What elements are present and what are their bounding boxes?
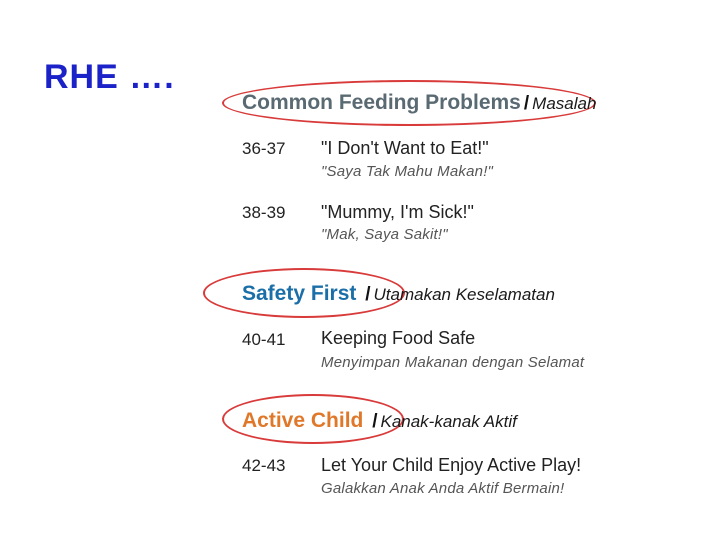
section-heading-feeding: [242, 91, 596, 115]
section-heading-sub: Utamakan Keselamatan: [373, 285, 555, 304]
item-subtitle: Galakkan Anak Anda Aktif Bermain!: [321, 480, 565, 497]
item-subtitle: Menyimpan Makanan dengan Selamat: [321, 354, 585, 371]
item-subtitle: "Mak, Saya Sakit!": [321, 226, 448, 243]
separator: /: [372, 411, 378, 432]
section-heading-active: [242, 409, 517, 433]
section-heading-sub: Kanak-kanak Aktif: [380, 412, 517, 431]
item-title: Keeping Food Safe: [321, 328, 476, 348]
separator: /: [523, 93, 530, 114]
slide-title: RHE ….: [44, 58, 175, 96]
page-range: 36-37: [242, 139, 286, 158]
section-heading-label: Safety First: [242, 282, 357, 305]
section-heading-label: Common Feeding Problems: [242, 91, 521, 114]
item-subtitle: "Saya Tak Mahu Makan!": [321, 163, 494, 180]
item-title: "I Don't Want to Eat!": [321, 138, 489, 158]
page-range: 42-43: [242, 456, 286, 475]
separator: /: [365, 284, 371, 305]
page-range: 38-39: [242, 203, 286, 222]
section-heading-safety: [242, 282, 555, 306]
section-heading-sub: Masalah: [532, 94, 597, 113]
page-range: 40-41: [242, 330, 286, 349]
item-title: Let Your Child Enjoy Active Play!: [321, 455, 582, 475]
section-heading-label: Active Child: [242, 409, 364, 432]
item-title: "Mummy, I'm Sick!": [321, 202, 474, 222]
